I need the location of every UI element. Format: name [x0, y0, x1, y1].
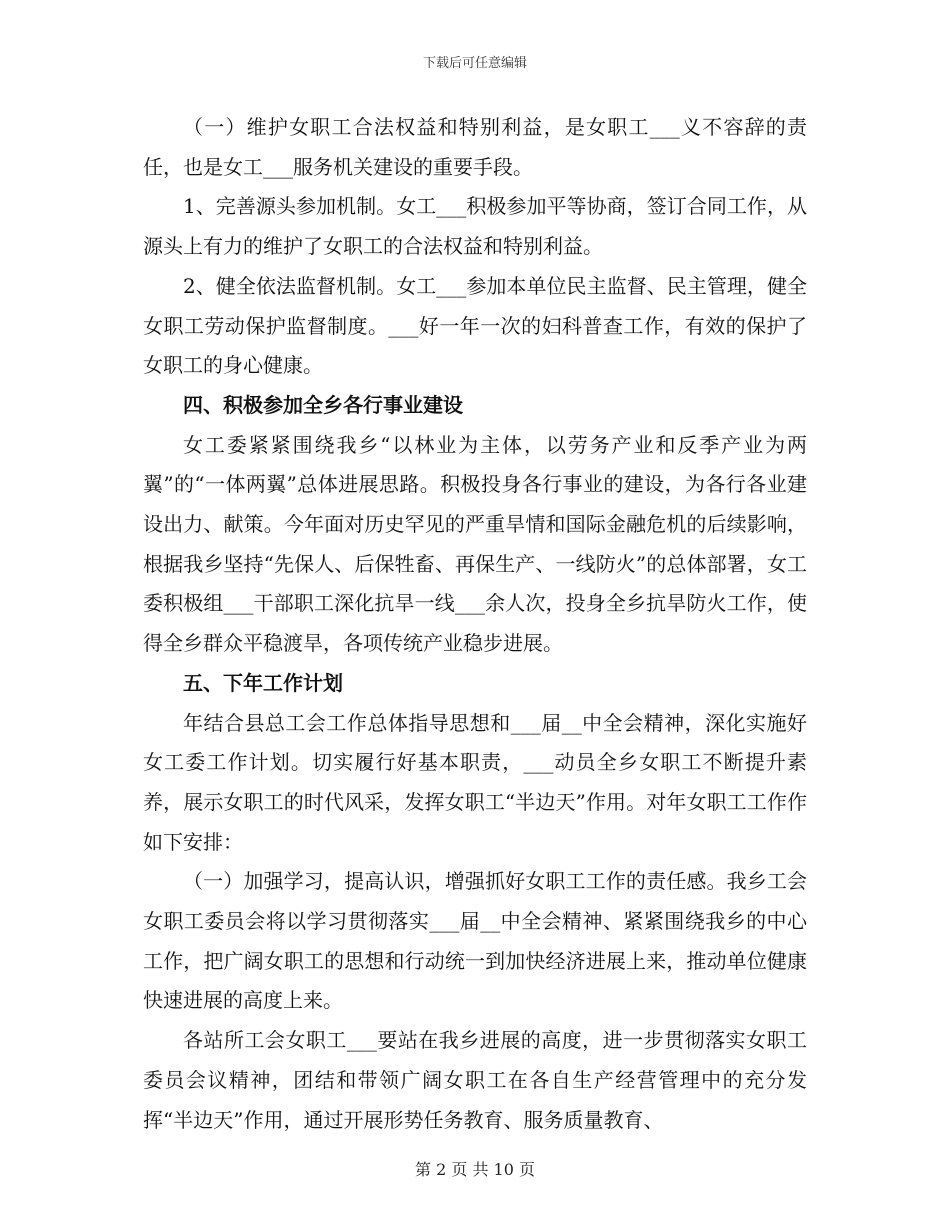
- section-heading-five: 五、下年工作计划: [183, 670, 343, 695]
- paragraph-industry-building: 女工委紧紧围绕我乡“以林业为主体，以劳务产业和反季产业为两翼”的“一体两翼”总体进展思路。积极投身各行事业的建设，为各行各业建设出力、献策。今年面对历史罕见的严重旱情和国际金融危机的后续影响，根据我乡坚持“先保人、后保牲畜、再保生产、一线防火”的总体部署，女工委积极组___干部职工深化抗旱一线___余人次，投身全乡抗旱防火工作，使得全乡群众平稳渡旱，各项传统产业稳步进展。: [143, 432, 807, 656]
- paragraph-rights-intro: （一）维护女职工合法权益和特别利益，是女职工___义不容辞的责任，也是女工___服务机关建设的重要手段。: [143, 115, 807, 179]
- paragraph-station-union: 各站所工会女职工___要站在我乡进展的高度，进一步贯彻落实女职工委员会议精神，团结和带领广阔女职工在各自生产经营管理中的充分发挥“半边天”作用，通过开展形势任务教育、服务质量教育、: [143, 1028, 807, 1132]
- paragraph-strengthen-learning: （一）加强学习，提高认识，增强抓好女职工工作的责任感。我乡工会女职工委员会将以学习贯彻落实___届__中全会精神、紧紧围绕我乡的中心工作，把广阔女职工的思想和行动统一到加快经济进展上来，推动单位健康快速进展的高度上来。: [143, 869, 807, 1013]
- paragraph-source-mechanism: 1、完善源头参加机制。女工___积极参加平等协商，签订合同工作，从源头上有力的维护了女职工的合法权益和特别利益。: [143, 194, 807, 259]
- page-footer: 第 2 页 共 10 页: [415, 1160, 535, 1179]
- section-heading-four: 四、积极参加全乡各行事业建设: [183, 392, 463, 417]
- paragraph-supervision-mechanism: 2、健全依法监督机制。女工___参加本单位民主监督、民主管理，健全女职工劳动保护监督制度。___好一年一次的妇科普查工作，有效的保护了女职工的身心健康。: [143, 273, 807, 378]
- page-header: 下载后可任意编辑: [422, 56, 527, 71]
- paragraph-next-year-plan: 年结合县总工会工作总体指导思想和___届__中全会精神，深化实施好女工委工作计划。切实履行好基本职责，___动员全乡女职工不断提升素养，展示女职工的时代风采，发挥女职工“半边天”作用。对年女职工工作作如下安排：: [143, 710, 807, 854]
- document-body: [143, 108, 807, 1140]
